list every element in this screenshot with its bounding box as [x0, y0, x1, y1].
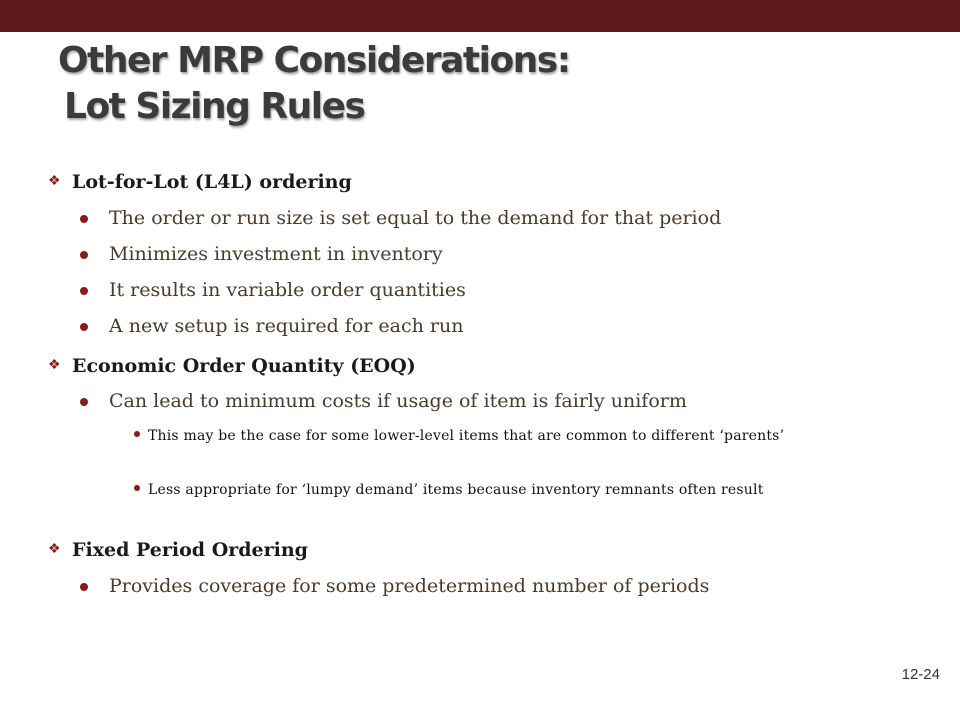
- bullet-dot-icon: [134, 485, 140, 491]
- slide-number: 12-24: [901, 666, 940, 683]
- bullet-dot-icon: [80, 215, 88, 223]
- bullet-dot-icon: [134, 431, 140, 437]
- list-item-text: Provides coverage for some predetermined number of periods: [109, 575, 710, 597]
- bullet-dot-icon: [80, 251, 88, 259]
- bullet-dot-icon: [80, 583, 88, 591]
- diamond-dots-icon: ❖: [48, 541, 61, 557]
- diamond-dots-icon: ❖: [48, 357, 61, 373]
- bullet-dot-icon: [80, 287, 88, 295]
- list-item-text: Minimizes investment in inventory: [109, 243, 443, 265]
- bullet-dot-icon: [80, 323, 88, 331]
- heading-text: Economic Order Quantity (EOQ): [72, 355, 416, 377]
- sub-list-item-text: This may be the case for some lower-level items that are common to different ‘parents’: [148, 428, 785, 444]
- title-line-2: Lot Sizing Rules: [64, 86, 365, 127]
- sub-list-item-text: Less appropriate for ‘lumpy demand’ items because inventory remnants often result: [148, 482, 764, 498]
- title-line-1: Other MRP Considerations:: [58, 40, 570, 81]
- list-item-text: The order or run size is set equal to the demand for that period: [109, 207, 722, 229]
- list-item-text: Can lead to minimum costs if usage of item is fairly uniform: [109, 390, 687, 412]
- diamond-dots-icon: ❖: [48, 173, 61, 189]
- heading-text: Fixed Period Ordering: [72, 539, 308, 561]
- heading-text: Lot-for-Lot (L4L) ordering: [72, 171, 352, 193]
- list-item-text: It results in variable order quantities: [109, 279, 466, 301]
- list-item-text: A new setup is required for each run: [109, 315, 464, 337]
- bullet-dot-icon: [80, 398, 88, 406]
